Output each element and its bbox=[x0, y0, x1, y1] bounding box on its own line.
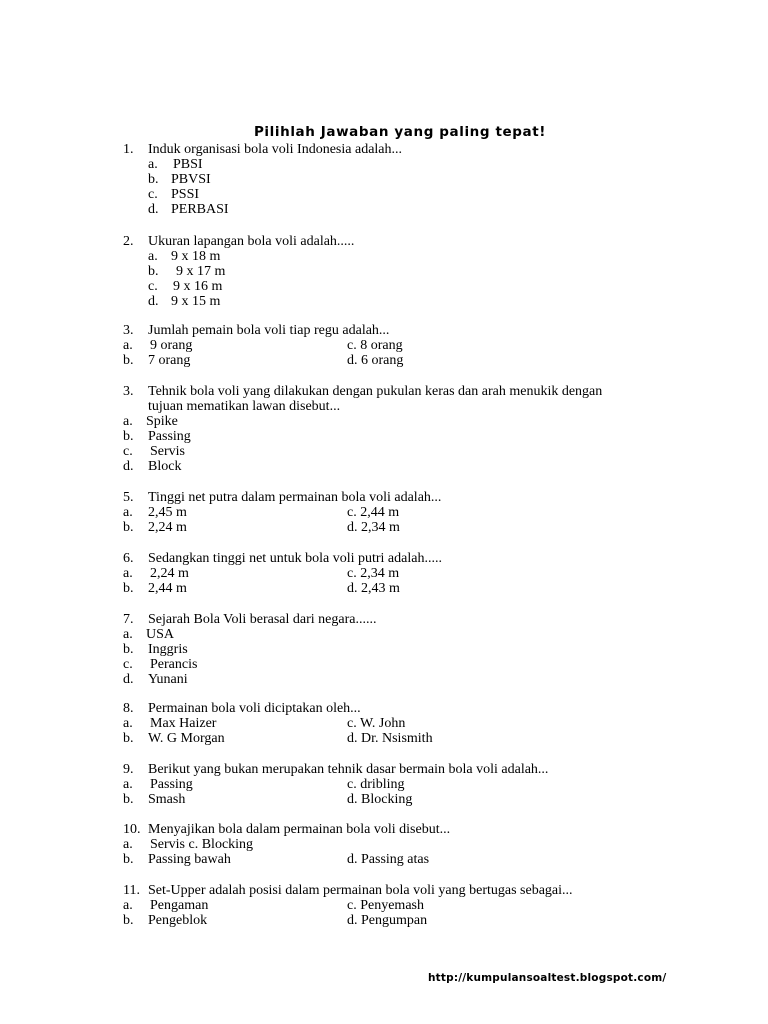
question-2 bbox=[0, 234, 768, 309]
option-text: Yunani bbox=[148, 672, 188, 687]
option-text-right: c. 2,44 m bbox=[347, 505, 400, 520]
question-text: Induk organisasi bola voli Indonesia adalah... bbox=[148, 142, 403, 157]
question-text: Tinggi net putra dalam permainan bola voli adalah... bbox=[148, 490, 442, 505]
option-text: 7 orang bbox=[148, 353, 191, 368]
option-text-right: d. 2,43 m bbox=[347, 581, 400, 596]
option-text: Pengaman bbox=[150, 898, 209, 913]
option-letter: d. bbox=[123, 672, 134, 687]
option-letter: d. bbox=[123, 459, 134, 474]
option-letter: a. bbox=[123, 777, 133, 792]
option-letter: b. bbox=[123, 353, 134, 368]
question-number: 2. bbox=[123, 234, 134, 249]
option-letter: d. bbox=[148, 294, 159, 309]
option-letter: a. bbox=[123, 505, 133, 520]
page-title: Pilihlah Jawaban yang paling tepat! bbox=[253, 124, 547, 140]
option-letter: a. bbox=[123, 627, 133, 642]
question-5 bbox=[0, 490, 768, 535]
option-text: 9 x 18 m bbox=[171, 249, 221, 264]
option-text: Block bbox=[148, 459, 182, 474]
option-text: 2,24 m bbox=[150, 566, 189, 581]
question-4 bbox=[0, 384, 768, 474]
option-text: 9 x 16 m bbox=[173, 279, 223, 294]
question-number: 9. bbox=[123, 762, 134, 777]
option-text: 2,24 m bbox=[148, 520, 187, 535]
option-letter: a. bbox=[148, 157, 158, 172]
question-number: 8. bbox=[123, 701, 134, 716]
option-text: 9 x 17 m bbox=[176, 264, 226, 279]
option-letter: b. bbox=[148, 264, 159, 279]
option-text: PERBASI bbox=[171, 202, 229, 217]
option-letter: b. bbox=[123, 520, 134, 535]
option-text: Pengeblok bbox=[148, 913, 208, 928]
option-text: Max Haizer bbox=[150, 716, 217, 731]
option-letter: d. bbox=[148, 202, 159, 217]
question-text: Menyajikan bola dalam permainan bola voli disebut... bbox=[148, 822, 451, 837]
question-11 bbox=[0, 883, 768, 928]
question-number: 3. bbox=[123, 323, 134, 338]
question-text: Set-Upper adalah posisi dalam permainan bola voli yang bertugas sebagai... bbox=[148, 883, 573, 898]
option-text: Passing bawah bbox=[148, 852, 231, 867]
option-text: Spike bbox=[146, 414, 178, 429]
question-number: 10. bbox=[123, 822, 141, 837]
option-letter: b. bbox=[148, 172, 159, 187]
option-letter: a. bbox=[123, 566, 133, 581]
option-text-right: d. 6 orang bbox=[347, 353, 404, 368]
question-text: Berikut yang bukan merupakan tehnik dasar bermain bola voli adalah... bbox=[148, 762, 549, 777]
option-text-right: c. Penyemash bbox=[347, 898, 424, 913]
option-letter: a. bbox=[148, 249, 158, 264]
option-letter: a. bbox=[123, 837, 133, 852]
option-text: Servis c. Blocking bbox=[150, 837, 254, 852]
option-text: Servis bbox=[150, 444, 185, 459]
option-text: Passing bbox=[148, 429, 191, 444]
question-text: Jumlah pemain bola voli tiap regu adalah... bbox=[148, 323, 390, 338]
option-text: 2,45 m bbox=[148, 505, 187, 520]
option-letter: a. bbox=[123, 898, 133, 913]
question-7 bbox=[0, 612, 768, 687]
question-9 bbox=[0, 762, 768, 807]
question-text-continued: tujuan mematikan lawan disebut... bbox=[148, 399, 341, 414]
option-text: PBVSI bbox=[171, 172, 211, 187]
option-text: Perancis bbox=[150, 657, 198, 672]
option-letter: c. bbox=[123, 444, 133, 459]
option-text: Inggris bbox=[148, 642, 188, 657]
question-number: 1. bbox=[123, 142, 134, 157]
option-letter: b. bbox=[123, 852, 134, 867]
option-text: USA bbox=[146, 627, 175, 642]
option-text: Smash bbox=[148, 792, 186, 807]
option-letter: b. bbox=[123, 581, 134, 596]
option-text: PSSI bbox=[171, 187, 200, 202]
question-number: 7. bbox=[123, 612, 134, 627]
option-text-right: d. Passing atas bbox=[347, 852, 430, 867]
question-10 bbox=[0, 822, 768, 867]
option-letter: b. bbox=[123, 429, 134, 444]
question-text: Tehnik bola voli yang dilakukan dengan pukulan keras dan arah menukik dengan bbox=[148, 384, 603, 399]
question-3 bbox=[0, 323, 768, 368]
question-6 bbox=[0, 551, 768, 596]
question-1 bbox=[0, 142, 768, 217]
option-text-right: c. 8 orang bbox=[347, 338, 403, 353]
option-text-right: c. W. John bbox=[347, 716, 406, 731]
option-text-right: d. Pengumpan bbox=[347, 913, 428, 928]
option-letter: c. bbox=[148, 187, 158, 202]
option-text: W. G Morgan bbox=[148, 731, 225, 746]
option-text: 9 x 15 m bbox=[171, 294, 221, 309]
question-number: 6. bbox=[123, 551, 134, 566]
option-text-right: d. Blocking bbox=[347, 792, 413, 807]
footer-url: http://kumpulansoaltest.blogspot.com/ bbox=[428, 972, 667, 984]
question-text: Sejarah Bola Voli berasal dari negara...... bbox=[148, 612, 377, 627]
option-text: 9 orang bbox=[150, 338, 193, 353]
option-letter: b. bbox=[123, 731, 134, 746]
option-text-right: c. dribling bbox=[347, 777, 405, 792]
option-letter: b. bbox=[123, 642, 134, 657]
option-letter: a. bbox=[123, 716, 133, 731]
option-text-right: c. 2,34 m bbox=[347, 566, 400, 581]
option-text-right: d. Dr. Nsismith bbox=[347, 731, 433, 746]
option-text: 2,44 m bbox=[148, 581, 187, 596]
option-text-right: d. 2,34 m bbox=[347, 520, 400, 535]
option-letter: b. bbox=[123, 913, 134, 928]
question-number: 11. bbox=[123, 883, 140, 898]
question-text: Ukuran lapangan bola voli adalah..... bbox=[148, 234, 355, 249]
question-number: 5. bbox=[123, 490, 134, 505]
question-8 bbox=[0, 701, 768, 746]
option-letter: a. bbox=[123, 414, 133, 429]
option-letter: c. bbox=[123, 657, 133, 672]
question-text: Permainan bola voli diciptakan oleh... bbox=[148, 701, 361, 716]
option-text: PBSI bbox=[173, 157, 203, 172]
option-letter: a. bbox=[123, 338, 133, 353]
question-text: Sedangkan tinggi net untuk bola voli putri adalah..... bbox=[148, 551, 442, 566]
option-text: Passing bbox=[150, 777, 193, 792]
option-letter: b. bbox=[123, 792, 134, 807]
option-letter: c. bbox=[148, 279, 158, 294]
question-number: 3. bbox=[123, 384, 134, 399]
